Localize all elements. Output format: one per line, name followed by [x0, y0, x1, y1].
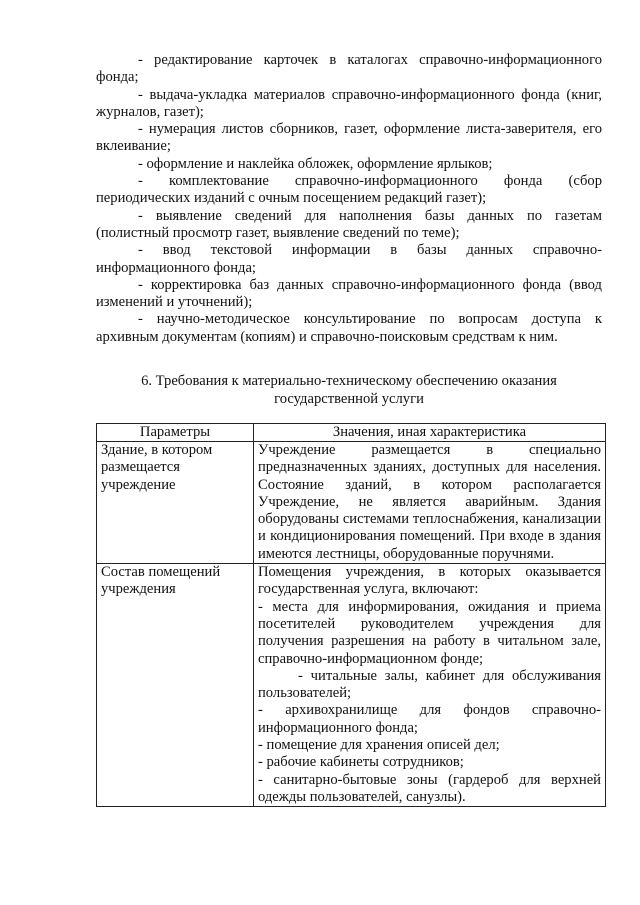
list-item: - редактирование карточек в каталогах справочно-информационного фонда; [96, 52, 602, 86]
list-item: - ввод текстовой информации в базы данных справочно-информационного фонда; [96, 242, 602, 276]
value-cell [254, 564, 606, 807]
list-item: - оформление и наклейка обложек, оформление ярлыков; [138, 155, 493, 172]
value-paragraph: Учреждение размещается в специально предназначенных зданиях, доступных для населения. Состояние зданий, в котором располагается Учреждение, не является аварийным. Здания оборудованы системами теплоснабжения, канализации и кондиционирования помещений. При входе в здания имеются лестницы, оборудованные поручнями. [258, 442, 601, 562]
value-paragraph: - места для информирования, ожидания и приема посетителей руководителем учреждения для получения разрешения на работу в читальном зале, справочно-информационном фонде; [258, 598, 601, 667]
list-item: - научно-методическое консультирование по вопросам доступа к архивным документам (копиям) и справочно-поисковым средствам к ним. [96, 311, 602, 345]
list-item: - выдача-укладка материалов справочно-информационного фонда (книг, журналов, газет); [96, 86, 602, 120]
section-title-line1: 6. Требования к материально-техническому обеспечению оказания [141, 373, 557, 389]
list-item: - комплектование справочно-информационного фонда (сбор периодических изданий с очным посещением редакций газет); [96, 173, 602, 207]
requirements-table [96, 423, 606, 807]
column-header-parameters: Параметры [97, 424, 254, 442]
list-item: - корректировка баз данных справочно-информационного фонда (ввод изменений и уточнений); [96, 276, 602, 311]
value-paragraph: - читальные залы, кабинет для обслуживания пользователей; [258, 667, 601, 702]
value-paragraph: - рабочие кабинеты сотрудников; [258, 754, 464, 771]
param-cell: Здание, в котором размещается учреждение [97, 442, 254, 564]
value-paragraph: Помещения учреждения, в которых оказывается государственная услуга, включают: [258, 564, 601, 598]
value-paragraph: - помещение для хранения описей дел; [258, 737, 500, 754]
column-header-values: Значения, иная характеристика [254, 424, 606, 442]
param-cell: Состав помещений учреждения [97, 564, 254, 807]
table-row [97, 442, 606, 564]
list-item: - нумерация листов сборников, газет, оформление листа-заверителя, его вклеивание; [96, 121, 602, 155]
table-row [97, 564, 606, 807]
value-cell [254, 442, 606, 564]
list-item: - выявление сведений для наполнения базы данных по газетам (полистный просмотр газет, выявление сведений по теме); [96, 207, 602, 241]
value-paragraph: - санитарно-бытовые зоны (гардероб для верхней одежды пользователей, санузлы). [258, 771, 601, 805]
value-paragraph: - архивохранилище для фондов справочно-информационного фонда; [258, 702, 601, 736]
table-header-row [97, 424, 606, 442]
task-list [96, 52, 602, 346]
section-heading [96, 372, 602, 408]
section-title-line2: государственной услуги [274, 391, 424, 407]
